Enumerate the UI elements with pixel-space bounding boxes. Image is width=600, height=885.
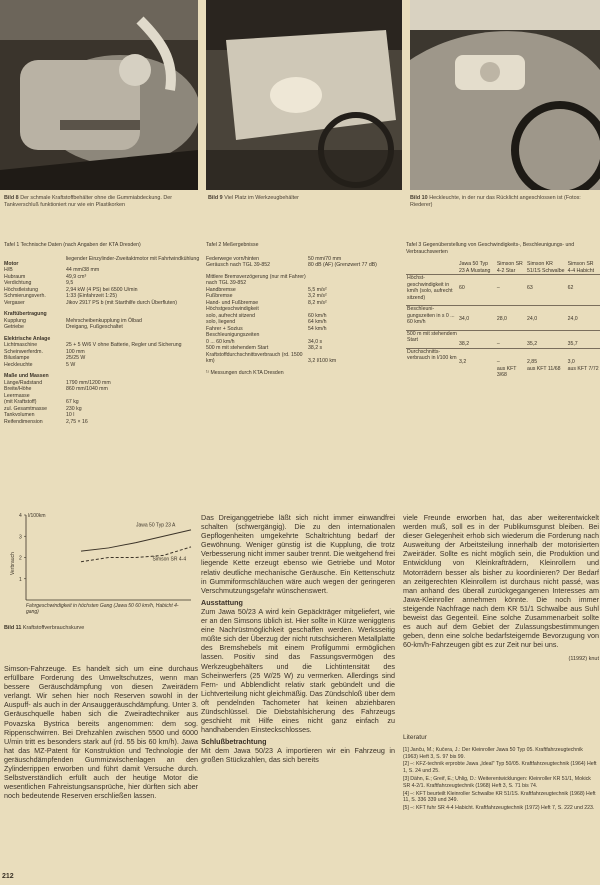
y-unit: l/100km <box>28 513 46 519</box>
data-row: 0 ... 60 km/h 34,0 s <box>206 338 323 345</box>
body-column-3 <box>403 513 599 665</box>
caption-bild10: Bild 10 Heckleuchte, in der nur das Rücklicht angeschlossen ist (Fotos: Riederer) <box>410 195 581 208</box>
body-column-1 <box>4 664 198 800</box>
table-header: Jawa 50 Typ 23 A Mustang <box>459 261 491 274</box>
table-header <box>406 261 458 275</box>
photo-tool-container <box>206 0 402 190</box>
sources-row: aus KFT 3/68 aus KFT 11/68 aus KFT 7/72 <box>496 365 599 378</box>
data-row: Tankvolumen 10 l <box>4 412 75 418</box>
series-line-0 <box>81 530 191 551</box>
data-row: Kupplung Mehrscheibenkupplung im Ölbad <box>4 317 142 324</box>
col2-text: Das Dreiganggetriebe läßt sich nicht immer einwandfrei schalten (schwergängig). Die zu den internationalen Gepflogenheiten umgekehrte Schaltrichtung bedarf der Gewöhnung. Weniger günstig ist die Kupplung, die trotz Verbesserung nicht immer sauber trennt. Die weitgehend frei liegende Kette erzeugt ebenso wie Getriebe und Motor relativ deutliche mechanische Geräusche. Ein Kettenschutz in Gummiformschläuchen wäre auch wegen der geringeren Verschmutzungsgefahr wünschenswert. <box>201 513 395 595</box>
data-row: zul. Gesamtmasse 230 kg <box>4 405 82 412</box>
table-row: 500 m mit stehendem Start 38,2 – 35,2 35,7 <box>406 330 600 348</box>
y-tick-label: 1 <box>19 576 22 583</box>
caption-bild8: Bild 8 Der schmale Kraftstoffbehälter ohne die Gummiabdeckung. Der Tankverschluß funktioniert nur wie ein Plastikorken <box>4 195 173 208</box>
literature-item: [1] Janču, M.; Kučera, J.: Der Kleinroller Jawa 50 Typ 05. Kraftfahrzeugtechnik (1963) Heft 3, S. 97 bis 99. <box>403 746 583 760</box>
data-row: solo, liegend 64 km/h <box>206 319 327 325</box>
data-row: Geräusch nach TGL 39-852 80 dB (AF) (Grenzwert 77 dB) <box>206 262 377 268</box>
chart-svg <box>6 505 196 623</box>
tafel3-title: Tafel 3 Gegenüberstellung von Geschwindigkeits-, Beschleunigungs- und Verbrauchswerten <box>406 242 575 255</box>
literature-item: [4] –: KFT beurteilt Kleinroller Schwalbe KR 51/1S. Kraftfahrzeugtechnik (1968) Heft 11, S. 336 339 und 349. <box>403 790 596 804</box>
x-label: Fahrgeschwindigkeit in höchsten Gang (Jawa 50 60 km/h, Habicht 4-gang) <box>26 603 179 615</box>
data-row: H/B 44 mm/38 mm <box>4 267 100 273</box>
body-column-2: Das Dreiganggetriebe läßt sich nicht immer einwandfrei schalten (schwergängig). Die zu den internationalen Gepflogenheiten umgekehrte Schaltrichtung bedarf der Gewöhnung. Weniger günstig ist die Kupplung, die trotz Verbesserung nicht immer sauber trennt. Die weitgehend frei liegende Kette erzeugt ebenso wie Getriebe und Motor relativ deutliche mechanische Geräusche. Ein Kettenschutz in Gummiformschläuchen wäre auch wegen der geringeren Verschmutzungsgefahr wünschenswert. Ausstattung Zum Jawa 50/23 A wird kein Gepäckträger mitgeliefert, wie er an den Simsons üblich ist. Hier sollte in Kürze weniggtens eine Nachrüstmöglichkeit geschaffen werden. Werksseitig müßte sich der Überzug der nicht rutschsicheren Metallplatte des Bremshebels mit einem Profilgummi ermöglichen lassen. Positiv sind das Fassungsvermögen des Werkzeugbehälters und die Lichtintensität des Scheinwerfers (25 W/25 W) zu vermerken. Allerdings sind Fern- und Abblendlicht relativ stark gebündelt und die Lichtverteilung nicht gleichmäßig. Das Zündschloß über dem oft pendelnden Tachometer hat keinen abziehbaren Zündschlüssel. Die Diebstahlsicherung des Fahrzeugs geschieht mit Hilfe eines nicht ganz einfach zu handhabenden Einsteckschlosses. Schlußbetrachtung Mit dem Jawa 50/23 A importieren wir ein Fahrzeug in großen Stückzahlen, das sich bereits <box>201 513 395 765</box>
tafel2-title: Tafel 2 Meßergebnisse <box>206 242 259 248</box>
data-row: 500 m mit stehendem Start 38,2 s <box>206 345 323 351</box>
data-row: (mit Kraftstoff) 67 kg <box>4 399 79 405</box>
data-row: Handbremse 5,5 m/s² <box>206 286 327 293</box>
y-tick-label: 4 <box>19 513 22 519</box>
literature-item: [3] Dähn, E.; Greif, E.; Uhlig, D.: Weiterentwicklungen: Kleinroller KR 51/1, Mokick SR 4-2/1. Kraftfahrzeugtechnik (1968) Heft 3, S. 71 bis 74. <box>403 775 591 789</box>
data-row: Hand- und Fußbremse 8,2 m/s² <box>206 299 327 306</box>
data-row: Heckleuchte 5 W <box>4 361 76 368</box>
signature: (11992) knut <box>568 656 599 663</box>
data-row: Vergaser Jikov 2917 PS b (mit Starthilfe durch Überfluten) <box>4 299 178 306</box>
page-number: 212 <box>2 873 14 880</box>
chart-caption: Bild 11 Kraftstoffverbrauchskurve <box>4 625 85 631</box>
data-row: Schmierungsverh. 1:33 (Einfahrzeit 1:25) <box>4 293 118 299</box>
tafel1-title: Tafel 1 Technische Daten (nach Angaben der KTA Dresden) <box>4 242 141 248</box>
data-row: Biluxlampe 25/25 W <box>4 355 86 361</box>
table-technical-data: Tafel 1 Technische Daten (nach Angaben der KTA Dresden) Motor liegender Einzylinder-Zweitaktmotor mit Fahrtwindkühlung H/B 44 mm/38 mm Hubraum 49,9 cm³ Verdichtung 9,5 Höchstleistung 2,94 kW (4 PS) bei 6500 U/min Schmierungsverh. 1:33 (Einfahrzeit 1:25) Vergaser Jikov 2917 PS b (mit Starthilfe durch Überfluten) Kraftübertragung Kupplung Mehrscheibenkupplung im Ölbad Getriebe Dreigang, Fußgeschaltet Elektrische Anlage Lichtmaschine 25 + 5 W/6 V ohne Batterie, Regler und Sicherung Scheinwerferdm. 100 mm Biluxlampe 25/25 W Heckleuchte 5 W Maße und Massen Länge/Radstand 1790 mm/1200 mm Breite/Höhe 860 mm/1040 mm Leermasse (mit Kraftstoff) 67 kg zul. Gesamtmasse 230 kg Tankvolumen 10 l Reifendimension 2,75 × 16 <box>4 242 202 425</box>
literature-item: [5] –: KFT fuhr SR 4-4 Habicht. Kraftfahrzeugtechnik (1972) Heft 7, S. 222 und 223. <box>403 805 595 812</box>
data-row: solo, aufrecht sitzend 60 km/h <box>206 312 327 319</box>
series-label-1: Simson SR 4-4 <box>152 556 187 563</box>
col3-text: viele Freunde erworben hat, das aber weiterentwickelt werden muß, soll es in der Publikumsgunst bleiben. Bei dieser Gelegenheit erhob sich wiederum die Forderung nach Ausweitung der Arbeitsteilung innerhalb der motorisierten Zweiräder. Sollte es nicht möglich sein, die Produktion und Entwicklung von Kleinkrafträdern, Kleinrollern und Motorrädern besser als bisher zu koordinieren? Der Bedarf an zeitgerechten Kleinrollern ist durchaus nicht passé, was man anhand des überall zurückgegangenen Interesses am Jawa-Kleinroller annehmen könnte. Die noch immer steigende Nachfrage nach dem KR 51/1 Schwalbe aus Suhl beweist das Gegenteil. Eine solche Zusammenarbeit sollte es auch auf dem Gebiet der Zulassungsbestimmungen geben, denn eine solche bedarfsteigernde Bevorzugung von 60-km/h-Fahrzeugen gibt es zur Zeit nur bei uns. <box>403 513 599 650</box>
table-comparison <box>406 242 600 379</box>
data-row: Reifendimension 2,75 × 16 <box>4 418 88 425</box>
col1-text: Simson-Fahrzeuge. Es handelt sich um eine durchaus erfüllbare Forderung des Umweltschutzes, wenn man bessere Geräuschdämpfung von diesen Zweirädern verlangt. Wir sehen hier noch Reserven sowohl in der Auspuff- als auch in der Ansauggeräuschdämpfung. Unter 3. Geräuschquelle haben sich die Zweiradtechniker aus Povazska Bystrica bereits angenommen: dem sog. Rippenschwirren. Bei Drehzahlen zwischen 5500 und 6000 U/min tritt es besonders stark auf (rd. 55 bis 60 km/h). Jawa hat das MZ-Patent für Konstruktion und Technologie der geräuschdämpfenden Gummizwischenlagen an den Zylinderrippen erworben und führt damit Versuche durch. Selbstverständlich erfüllt auch der heutige Motor die wesentlichen Fahreistungsansprüche, hier dürften sich aber noch bedeutende Reserven erschließen lassen. <box>4 664 198 801</box>
data-row: Hubraum 49,9 cm³ <box>4 273 87 280</box>
data-row: Lichtmaschine 25 + 5 W/6 V ohne Batterie, Regler und Sicherung <box>4 342 182 348</box>
heading-ausstattung: Ausstattung <box>201 597 243 607</box>
literature-title: Literatur <box>403 734 427 741</box>
data-row: Leermasse <box>4 392 30 399</box>
data-row: Getriebe Dreigang, Fußgeschaltet <box>4 324 123 330</box>
data-row: Fußbremse 3,2 m/s² <box>206 293 327 299</box>
consumption-chart <box>6 505 196 625</box>
data-row: Höchstleistung 2,94 kW (4 PS) bei 6500 U/min <box>4 286 138 293</box>
data-row: Breite/Höhe 860 mm/1040 mm <box>4 386 108 392</box>
table-measurements: Tafel 2 Meßergebnisse Federwege vorn/hinten 50 mm/70 mm Geräusch nach TGL 39-852 80 dB (AF) (Grenzwert 77 dB) Mittlere Bremsverzögerung (nur mit Fahrer) nach TGL 39-852 Handbremse 5,5 m/s² Fußbremse 3,2 m/s² Hand- und Fußbremse 8,2 m/s² Höchstgeschwindigkeit solo, aufrecht sitzend 60 km/h solo, liegend 64 km/h Fahrer + Sozius 54 km/h Beschleunigungszeiten 0 ... 60 km/h 34,0 s 500 m mit stehendem Start 38,2 s Kraftstoffdurchschnittsverbrauch (rd. 1500 km) 3,2 l/100 km ¹⁾ Messungen durch KTA Dresden <box>206 242 402 376</box>
heading-schlussbetrachtung: Schlußbetrachtung <box>201 737 267 747</box>
y-label: Verbrauch <box>10 552 16 575</box>
table-row: Höchst-geschwindigkeit in km/h (solo, aufrecht sitzend) 60 – 63 62 <box>406 275 600 306</box>
table-row: Beschleuni-gungszeiten in s 0 ... 60 km/h 34,0 28,0 24,0 24,0 <box>406 306 600 331</box>
table-header: Simson SR 4-4 Habicht <box>567 261 595 274</box>
table-row: Durchschnitts-verbrauch in l/100 km 3,2 – 2,85 3,0 <box>406 348 600 366</box>
table-header: Simson SR 4-2 Star <box>496 261 523 274</box>
data-row: Scheinwerferdm. 100 mm <box>4 348 85 355</box>
data-row: Länge/Radstand 1790 mm/1200 mm <box>4 379 111 386</box>
caption-bild9: Bild 9 Viel Platz im Werkzeugbehälter <box>208 195 299 201</box>
literature-list <box>403 735 599 813</box>
table-header: Simson KR 51/1S Schwalbe <box>526 261 565 274</box>
photo-fuel-tank <box>0 0 198 190</box>
literature-item: [2] –: KFZ-technik erprobte Jawa „Ideal" Typ 50/05. Kraftfahrzeugtechnik (1964) Heft 1, S. 24 und 25. <box>403 761 597 775</box>
y-tick-label: 2 <box>19 555 22 562</box>
data-row: Verdichtung 9,5 <box>4 280 74 286</box>
data-row: Federwege vorn/hinten 50 mm/70 mm <box>206 255 342 262</box>
data-row: Fahrer + Sozius 54 km/h <box>206 325 327 332</box>
series-label-0: Jawa 50 Typ 23 A <box>136 522 176 529</box>
photo-tail-light <box>410 0 600 190</box>
y-tick-label: 3 <box>19 534 22 541</box>
